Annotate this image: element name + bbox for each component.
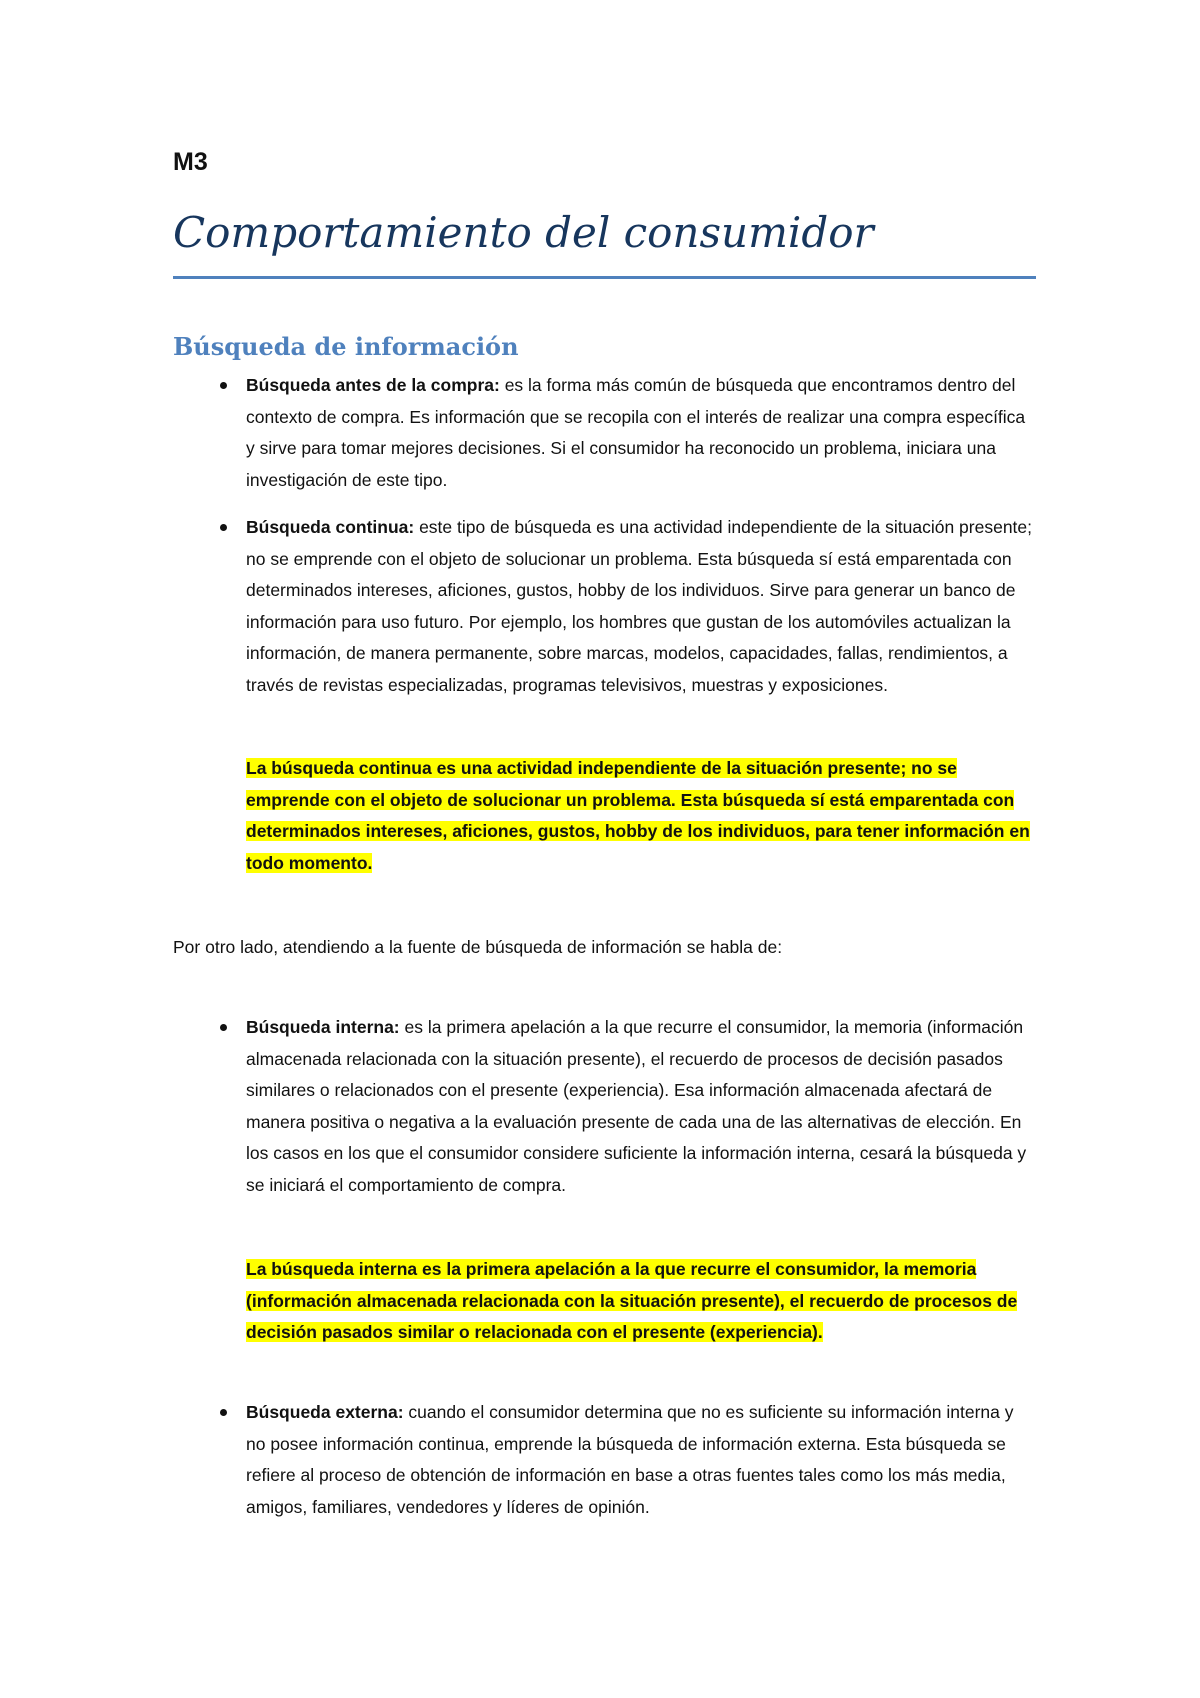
module-code: M3 xyxy=(173,148,208,176)
list-item-text: cuando el consumidor determina que no es suficiente su información interna y no posee información continua, emprende la búsqueda de información externa. Esta búsqueda se refiere al proceso de obtención de información en base a otras fuentes tales como los más media, amigos, familiares, vendedores y líderes de opinión. xyxy=(246,1402,1014,1517)
highlighted-text: La búsqueda interna es la primera apelación a la que recurre el consumidor, la memoria (información almacenada relacionada con la situación presente), el recuerdo de procesos de decisión pasados similar o relacionada con el presente (experiencia). xyxy=(246,1259,1018,1342)
list-item-term: Búsqueda continua: xyxy=(246,517,415,537)
list-item-term: Búsqueda interna: xyxy=(246,1017,400,1037)
bullet-list-2 xyxy=(173,1012,1036,1201)
list-item xyxy=(173,512,1036,701)
highlighted-note-2 xyxy=(246,1254,1036,1349)
list-item-text: es la primera apelación a la que recurre el consumidor, la memoria (información almacenada relacionada con la situación presente), el recuerdo de procesos de decisión pasados similares o relacionados con el presente (experiencia). Esa información almacenada afectará de manera positiva o negativa a la evaluación presente de cada una de las alternativas de elección. En los casos en los que el consumidor considere suficiente la información interna, cesará la búsqueda y se iniciará el comportamiento de compra. xyxy=(246,1017,1027,1195)
bullet-icon xyxy=(220,1024,227,1031)
bullet-icon xyxy=(220,382,227,389)
list-item xyxy=(173,370,1036,496)
paragraph: Por otro lado, atendiendo a la fuente de búsqueda de información se habla de: xyxy=(173,937,783,957)
highlighted-text: La búsqueda continua es una actividad independiente de la situación presente; no se emprende con el objeto de solucionar un problema. Esta búsqueda sí está emparentada con determinados intereses, aficiones, gustos, hobby de los individuos, para tener información en todo momento. xyxy=(246,758,1030,873)
list-item xyxy=(173,1397,1036,1523)
list-item-text: es la forma más común de búsqueda que encontramos dentro del contexto de compra. Es información que se recopila con el interés de realizar una compra específica y sirve para tomar mejores decisiones. Si el consumidor ha reconocido un problema, iniciara una investigación de este tipo. xyxy=(246,375,1026,490)
bullet-icon xyxy=(220,524,227,531)
bullet-list-3 xyxy=(173,1397,1036,1523)
bullet-list-1 xyxy=(173,370,1036,701)
bullet-icon xyxy=(220,1409,227,1416)
list-item-term: Búsqueda antes de la compra: xyxy=(246,375,500,395)
title-underline xyxy=(173,276,1036,279)
list-item-text: este tipo de búsqueda es una actividad independiente de la situación presente; no se emprende con el objeto de solucionar un problema. Esta búsqueda sí está emparentada con determinados intereses, aficiones, gustos, hobby de los individuos. Sirve para generar un banco de información para uso futuro. Por ejemplo, los hombres que gustan de los automóviles actualizan la información, de manera permanente, sobre marcas, modelos, capacidades, fallas, rendimientos, a través de revistas especializadas, programas televisivos, muestras y exposiciones. xyxy=(246,517,1033,695)
document-title: Comportamiento del consumidor xyxy=(173,208,874,257)
list-item xyxy=(173,1012,1036,1201)
list-item-term: Búsqueda externa: xyxy=(246,1402,404,1422)
highlighted-note-1 xyxy=(246,753,1036,879)
section-heading: Búsqueda de información xyxy=(173,332,519,361)
